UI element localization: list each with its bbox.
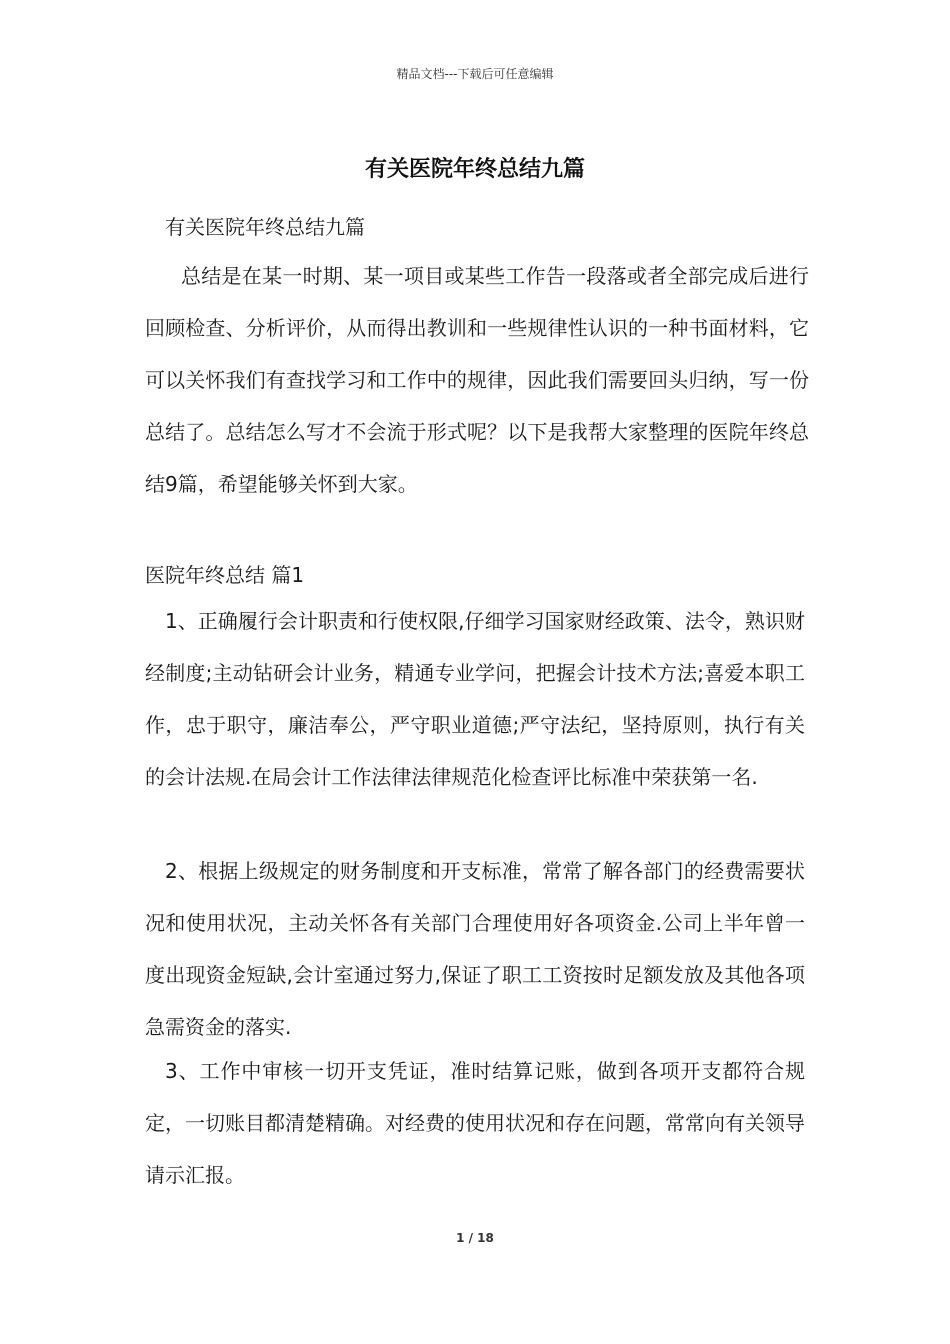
document-subtitle: 有关医院年终总结九篇 bbox=[165, 215, 365, 239]
page-header: 精品文档---下载后可任意编辑 bbox=[396, 67, 554, 81]
section-heading: 医院年终总结 篇1 bbox=[145, 563, 305, 587]
document-title: 有关医院年终总结九篇 bbox=[364, 157, 585, 182]
list-item: 3、工作中审核一切开支凭证，准时结算记账，做到各项开支都符合规定，一切账目都清楚精确。对经费的使用状况和存在问题，常常向有关领导请示汇报。 bbox=[145, 1059, 805, 1187]
intro-paragraph: 总结是在某一时期、某一项目或某些工作告一段落或者全部完成后进行回顾检查、分析评价，从而得出教训和一些规律性认识的一种书面材料，它可以关怀我们有查找学习和工作中的规律，因此我们需要回头归纳，写一份总结了。总结怎么写才不会流于形式呢？以下是我帮大家整理的医院年终总结9篇，希望能够关怀到大家。 bbox=[145, 264, 809, 496]
list-item: 1、正确履行会计职责和行使权限,仔细学习国家财经政策、法令，熟识财经制度;主动钻研会计业务，精通专业学问，把握会计技术方法;喜爱本职工作，忠于职守，廉洁奉公，严守职业道德;严守法纪，坚持原则，执行有关的会计法规.在局会计工作法律法律规范化检查评比标准中荣获第一名. bbox=[145, 609, 805, 789]
page-number: 1 / 18 bbox=[456, 1231, 494, 1245]
list-item: 2、根据上级规定的财务制度和开支标准，常常了解各部门的经费需要状况和使用状况，主动关怀各有关部门合理使用好各项资金.公司上半年曾一度出现资金短缺,会计室通过努力,保证了职工工资按时足额发放及其他各项急需资金的落实. bbox=[145, 859, 805, 1039]
